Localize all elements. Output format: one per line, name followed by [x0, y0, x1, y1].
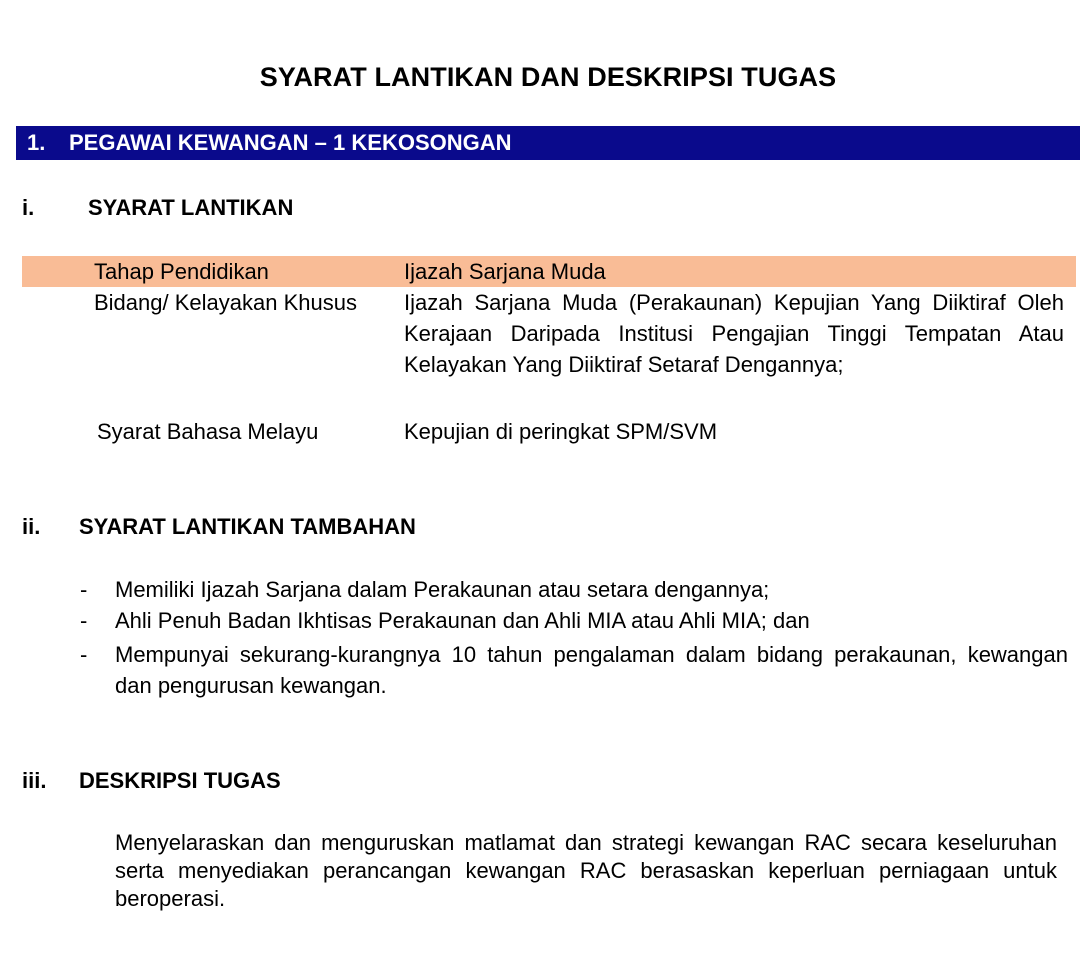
bullet-dash: -: [80, 577, 88, 602]
duties-description: Menyelaraskan dan menguruskan matlamat dan strategi kewangan RAC secara keseluruhan serta menyediakan perancangan kewangan RAC berasaskan keperluan perniagaan untuk beroperasi.: [115, 830, 1057, 911]
duties-numeral: iii.: [22, 768, 47, 793]
additional-numeral: ii.: [22, 514, 41, 539]
list-item: [0, 639, 1080, 701]
duties-title: DESKRIPSI TUGAS: [79, 768, 281, 793]
requirement-value-education: Ijazah Sarjana Muda: [404, 259, 606, 284]
additional-title: SYARAT LANTIKAN TAMBAHAN: [79, 514, 416, 539]
bullet-dash: -: [80, 642, 88, 667]
list-item-text: Ahli Penuh Badan Ikhtisas Perakaunan dan Ahli MIA atau Ahli MIA; dan: [115, 608, 810, 633]
document-title: SYARAT LANTIKAN DAN DESKRIPSI TUGAS: [259, 62, 837, 92]
requirements-title: SYARAT LANTIKAN: [88, 195, 294, 220]
list-item-text: Mempunyai sekurang-kurangnya 10 tahun pengalaman dalam bidang perakaunan, kewangan dan pengurusan kewangan.: [115, 642, 1068, 698]
bullet-dash: -: [80, 608, 88, 633]
requirement-label-education: Tahap Pendidikan: [94, 259, 269, 284]
requirement-value-field: Ijazah Sarjana Muda (Perakaunan) Kepujian Yang Diiktiraf Oleh Kerajaan Daripada Institusi Pengajian Tinggi Tempatan Atau Kelayakan Yang Diiktiraf Setaraf Dengannya;: [404, 290, 1064, 377]
section-header-bar: [16, 126, 1080, 160]
requirement-value-malay: Kepujian di peringkat SPM/SVM: [404, 419, 718, 444]
section-title: PEGAWAI KEWANGAN – 1 KEKOSONGAN: [69, 130, 512, 155]
requirement-label-field: Bidang/ Kelayakan Khusus: [94, 290, 357, 315]
requirements-numeral: i.: [22, 195, 35, 220]
requirement-label-malay: Syarat Bahasa Melayu: [97, 419, 319, 444]
list-item: [0, 574, 1080, 605]
requirements-heading: [22, 195, 622, 223]
list-item-text: Memiliki Ijazah Sarjana dalam Perakaunan atau setara dengannya;: [115, 577, 770, 602]
additional-heading: [22, 514, 722, 542]
section-number: 1.: [27, 130, 46, 155]
duties-heading: [22, 768, 622, 796]
list-item: [0, 605, 1080, 636]
